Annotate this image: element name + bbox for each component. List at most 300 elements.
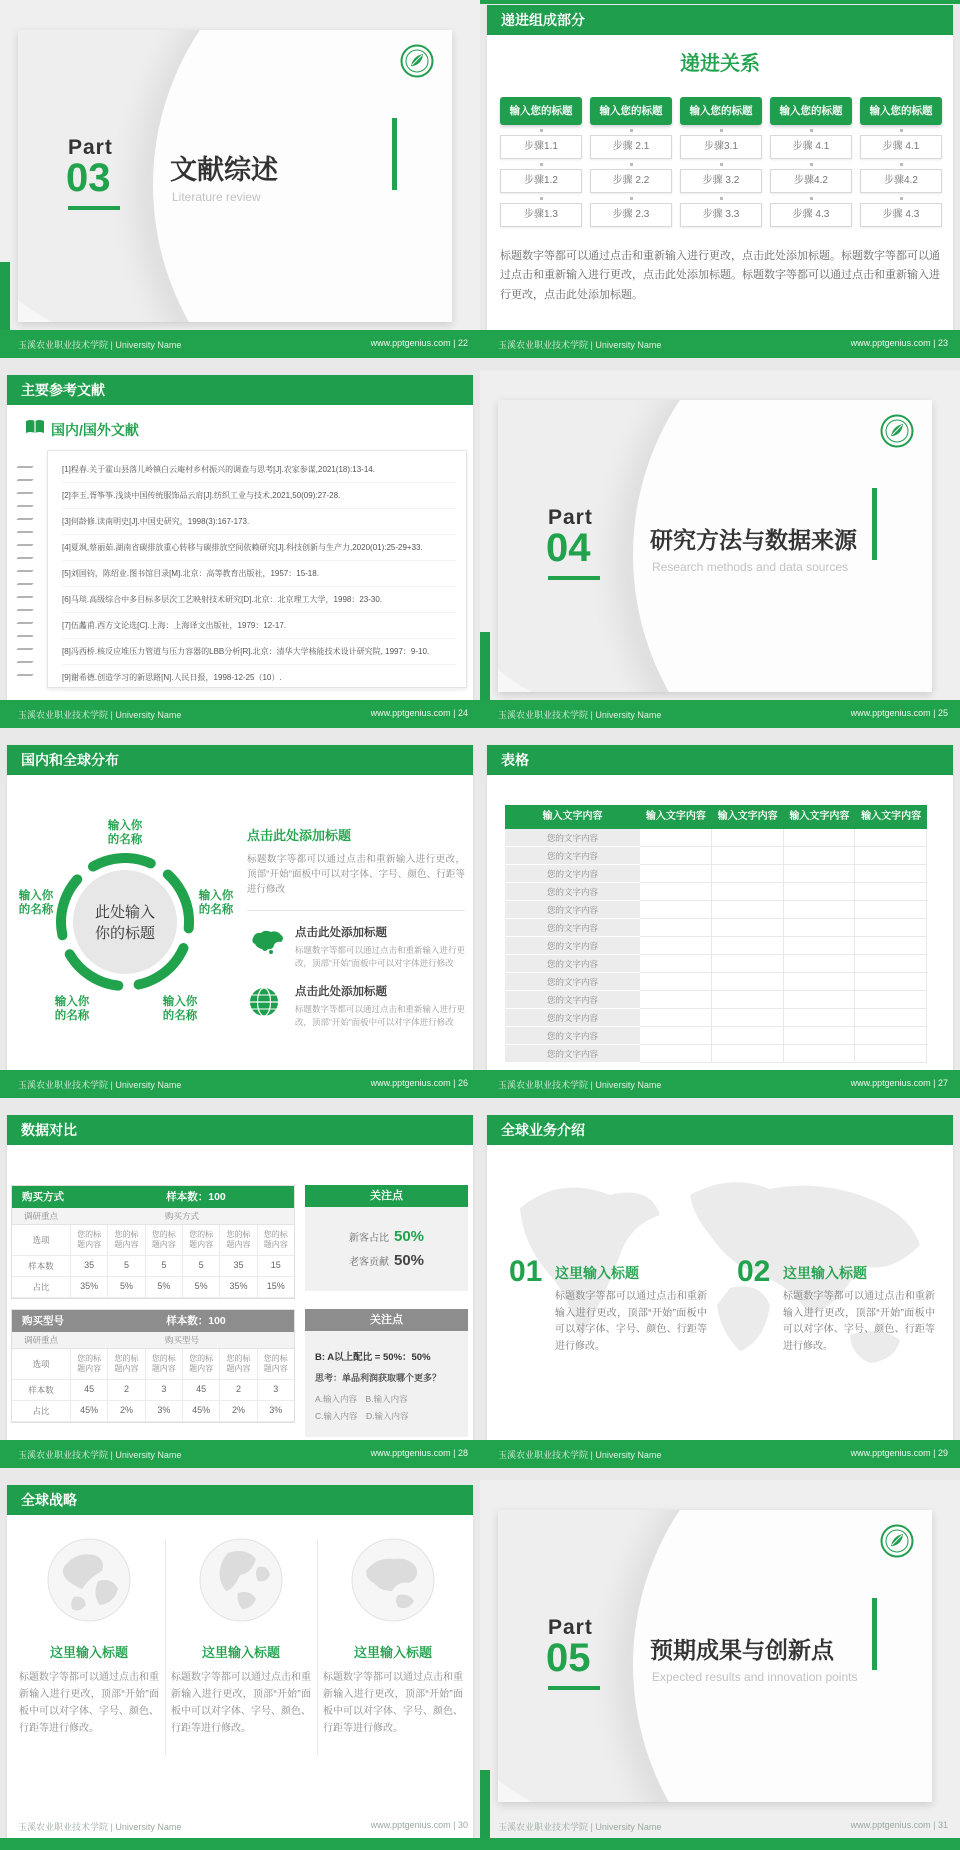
strategy-column (171, 1537, 311, 1737)
cover-subtitle: Literature review (172, 190, 261, 204)
strategy-column (19, 1537, 159, 1737)
title-accent-bar (392, 118, 397, 190)
empty-cell (640, 1009, 712, 1027)
focus-value: 购买方式 (164, 1211, 199, 1221)
step-box: 步骤 4.1 (860, 135, 942, 159)
empty-cell (784, 937, 856, 955)
empty-cell (640, 829, 712, 847)
table-row (505, 937, 927, 955)
slide-header: 数据对比 (7, 1115, 473, 1145)
empty-cell (855, 1045, 927, 1063)
panel-line: C.输入内容 D.输入内容 (315, 1411, 409, 1421)
option-cell: 您的标题内容 (257, 1349, 294, 1379)
table-row (505, 829, 927, 847)
empty-cell (855, 937, 927, 955)
ratios-row (12, 1277, 294, 1298)
slide-24-references[interactable] (0, 370, 480, 740)
option-cell: 您的标题内容 (182, 1349, 219, 1379)
table-row (505, 1045, 927, 1063)
sample-cell: 3 (257, 1380, 294, 1400)
empty-cell (640, 847, 712, 865)
empty-cell (855, 847, 927, 865)
feature-body: 标题数字等都可以通过点击和重新输入进行更改，顶部“开始”面板中可以对字体进行修改 (295, 944, 466, 968)
data-table (505, 805, 927, 1063)
footer-site-page: www.pptgenius.com | 24 (370, 708, 468, 718)
empty-cell (712, 847, 784, 865)
ratio-cell: 5% (182, 1277, 219, 1297)
table-row (505, 883, 927, 901)
empty-cell (784, 829, 856, 847)
empty-cell (712, 883, 784, 901)
empty-cell (855, 1027, 927, 1045)
column-divider (317, 1540, 318, 1755)
empty-cell (784, 991, 856, 1009)
row-label-cell: 您的文字内容 (505, 865, 640, 883)
column-body: 标题数字等都可以通过点击和重新输入进行更改，顶部“开始”面板中可以对字体、字号、颜色、行距等进行修改。 (323, 1672, 463, 1734)
metric-line: 老客贡献 50% (348, 1252, 425, 1269)
empty-cell (784, 973, 856, 991)
step-box: 步骤1.3 (500, 203, 582, 227)
slide-28-data-comparison[interactable] (0, 1110, 480, 1480)
empty-cell (784, 1045, 856, 1063)
table-row (505, 1009, 927, 1027)
footer-site-page: www.pptgenius.com | 22 (370, 338, 468, 348)
empty-cell (712, 865, 784, 883)
table-row (505, 901, 927, 919)
column-title: 这里输入标题 (353, 1645, 432, 1660)
bottom-edge-strip (0, 1838, 960, 1850)
footer-site-page: www.pptgenius.com | 26 (370, 1078, 468, 1088)
table-row (505, 955, 927, 973)
step-box: 步骤 4.3 (860, 203, 942, 227)
binder-clips (17, 455, 39, 676)
slide-31-cover-expected-results[interactable] (480, 1480, 960, 1850)
empty-cell (855, 919, 927, 937)
section-heading (25, 419, 139, 439)
column-header: 输入文字内容 (542, 811, 603, 822)
panel-body (305, 1207, 468, 1291)
focus-row (12, 1332, 294, 1349)
option-cell: 您的标题内容 (219, 1225, 256, 1255)
globe-icon (198, 1537, 284, 1623)
cover-title: 文献综述 (170, 155, 278, 185)
panel-title: 关注点 (305, 1185, 468, 1207)
slide-body (487, 775, 953, 1070)
sample-size: 样本数：100 (166, 1315, 226, 1327)
sample-cell: 35 (70, 1256, 107, 1276)
option-cell: 您的标题内容 (182, 1225, 219, 1255)
row-label-cell: 您的文字内容 (505, 919, 640, 937)
empty-cell (640, 865, 712, 883)
row-label-cell: 您的文字内容 (505, 1045, 640, 1063)
column-header: 输入文字内容 (645, 811, 706, 822)
empty-cell (640, 955, 712, 973)
reference-item: [1]程春.关于霍山县落儿岭镇白云庵村乡村振兴的调查与思考[J].农家参谋,2021(18):13-14. (62, 457, 456, 483)
footer-site-page: www.pptgenius.com | 31 (850, 1820, 948, 1830)
table-row (505, 973, 927, 991)
slide-body (7, 775, 473, 1070)
table-rows (505, 829, 927, 1063)
slide-body (7, 405, 473, 700)
empty-cell (855, 865, 927, 883)
footer-school: 玉溪农业职业技术学院 | University Name (498, 1080, 662, 1090)
option-cell: 您的标题内容 (145, 1349, 182, 1379)
step-column (500, 97, 582, 227)
row-label-cell: 您的文字内容 (505, 937, 640, 955)
step-column (860, 97, 942, 227)
footer-school: 玉溪农业职业技术学院 | University Name (18, 710, 182, 720)
title-accent-bar (872, 1598, 877, 1670)
empty-cell (784, 955, 856, 973)
right-column (247, 825, 465, 1029)
ratio-cell: 5% (107, 1277, 144, 1297)
empty-cell (784, 865, 856, 883)
china-map-icon (247, 926, 287, 956)
ratio-cell: 3% (145, 1401, 182, 1421)
option-cell: 您的标题内容 (107, 1225, 144, 1255)
empty-cell (712, 991, 784, 1009)
column-title-button: 输入您的标题 (680, 97, 762, 125)
table-title-row (12, 1310, 294, 1332)
university-logo-icon (880, 414, 914, 448)
ratio-cell: 35% (219, 1277, 256, 1297)
item-title: 这里输入标题 (555, 1265, 639, 1281)
footer-site-page: www.pptgenius.com | 28 (370, 1448, 468, 1458)
options-row (12, 1349, 294, 1380)
empty-cell (784, 1009, 856, 1027)
slide-25-cover-research-methods[interactable] (480, 370, 960, 740)
empty-cell (640, 1045, 712, 1063)
ratio-cell: 15% (257, 1277, 294, 1297)
column-title-button: 输入您的标题 (860, 97, 942, 125)
ratios-row (12, 1401, 294, 1422)
footer-school: 玉溪农业职业技术学院 | University Name (498, 340, 662, 350)
empty-cell (712, 919, 784, 937)
diagram-node-label: 输入你的名称 (107, 820, 143, 847)
footer-band (0, 330, 960, 358)
table-name: 购买型号 (22, 1315, 64, 1327)
reference-item: [6]马琰.高级综合中多目标多层次工艺映射技术研究[D].北京：北京理工大学，1998：23-30. (62, 587, 456, 613)
part-number: 05 (546, 1636, 591, 1680)
empty-cell (784, 1027, 856, 1045)
reference-item: [9]谢希德.创造学习的新思路[N].人民日报，1998-12-25（10）. (62, 665, 456, 691)
step-box: 步骤 2.3 (590, 203, 672, 227)
part-underline (548, 576, 600, 580)
part-label: Part (548, 506, 593, 529)
diagram-node-label: 输入你的名称 (162, 996, 198, 1023)
university-logo-icon (880, 1524, 914, 1558)
empty-cell (712, 901, 784, 919)
focus-panel-2 (305, 1309, 468, 1437)
slide-header: 主要参考文献 (7, 375, 473, 405)
cover-title: 预期成果与创新点 (650, 1637, 834, 1663)
cover-subtitle: Research methods and data sources (652, 560, 849, 574)
item-title: 这里输入标题 (783, 1265, 867, 1281)
part-underline (548, 1686, 600, 1690)
row-label: 样本数 (28, 1385, 54, 1395)
footer-site-page: www.pptgenius.com | 29 (850, 1448, 948, 1458)
footer-school: 玉溪农业职业技术学院 | University Name (18, 1822, 182, 1832)
empty-cell (640, 991, 712, 1009)
world-map-background (495, 1163, 941, 1413)
footer-school: 玉溪农业职业技术学院 | University Name (18, 1080, 182, 1090)
option-cell: 您的标题内容 (107, 1349, 144, 1379)
reference-item: [8]冯西桥.核反应堆压力管道与压力容器的LBB分析[R].北京：清华大学核能技术设计研究院, 1997：9-10. (62, 639, 456, 665)
cover-subtitle: Expected results and innovation points (652, 1670, 858, 1684)
table-row (505, 865, 927, 883)
step-box: 步骤 3.3 (680, 203, 762, 227)
feature-body: 标题数字等都可以通过点击和重新输入进行更改，顶部“开始”面板中可以对字体进行修改 (295, 1003, 466, 1028)
column-title-button: 输入您的标题 (770, 97, 852, 125)
left-accent-bar (0, 262, 10, 330)
slide-body (487, 1145, 953, 1440)
row-label-cell: 您的文字内容 (505, 973, 640, 991)
footer-site-page: www.pptgenius.com | 23 (850, 338, 948, 348)
ratio-cell: 3% (257, 1401, 294, 1421)
cover-title: 研究方法与数据来源 (650, 527, 857, 553)
empty-cell (855, 883, 927, 901)
cover-card (498, 400, 932, 692)
title-accent-bar (872, 488, 877, 560)
item-body: 标题数字等都可以通过点击和重新输入进行更改，顶部“开始”面板中可以对字体、字号、颜色、行距等进行修改。 (555, 1291, 707, 1352)
empty-cell (712, 973, 784, 991)
sample-cell: 2 (107, 1380, 144, 1400)
ratio-cell: 35% (70, 1277, 107, 1297)
part-label: Part (68, 136, 113, 159)
step-box: 步骤 4.3 (770, 203, 852, 227)
sample-cell: 5 (182, 1256, 219, 1276)
option-cell: 您的标题内容 (70, 1349, 107, 1379)
panel-line: 思考：单品利润获取哪个更多？ (315, 1373, 442, 1383)
slide-header: 递进组成部分 (487, 5, 953, 35)
empty-cell (712, 1045, 784, 1063)
slide-30-global-strategy[interactable] (0, 1480, 480, 1850)
empty-cell (784, 847, 856, 865)
row-label: 占比 (32, 1282, 50, 1292)
reference-item: [4]夏飒,蔡丽茹.湖南省碳排放重心转移与碳排放空间依赖研究[J].科技创新与生产力,2020(01):25-29+33. (62, 535, 456, 561)
cover-card (18, 30, 452, 322)
footer-band (0, 1070, 960, 1098)
slide-header: 全球业务介绍 (487, 1115, 953, 1145)
empty-cell (855, 829, 927, 847)
ratio-cell: 2% (219, 1401, 256, 1421)
empty-cell (640, 901, 712, 919)
reference-item: [3]何龄修.读南明史[J].中国史研究，1998(3):167-173. (62, 509, 456, 535)
diagram-center: 此处输入你的标题 (73, 870, 177, 974)
part-number: 04 (546, 526, 591, 570)
row-label: 样本数 (28, 1261, 54, 1271)
row-label-cell: 您的文字内容 (505, 955, 640, 973)
table-name: 购买方式 (22, 1191, 64, 1203)
samples-row (12, 1380, 294, 1401)
footer-school: 玉溪农业职业技术学院 | University Name (498, 1822, 662, 1832)
footer-school: 玉溪农业职业技术学院 | University Name (498, 1450, 662, 1460)
part-underline (68, 206, 120, 210)
empty-cell (855, 955, 927, 973)
slide-body (7, 1515, 473, 1838)
row-label-cell: 您的文字内容 (505, 847, 640, 865)
slide-header: 国内和全球分布 (7, 745, 473, 775)
empty-cell (640, 1027, 712, 1045)
row-label-cell: 您的文字内容 (505, 1009, 640, 1027)
panel-title: 关注点 (305, 1309, 468, 1331)
row-label-cell: 您的文字内容 (505, 1027, 640, 1045)
item-number: 02 (737, 1255, 771, 1288)
table-header-row (505, 805, 927, 829)
step-box: 步骤4.2 (770, 169, 852, 193)
cover-card (498, 1510, 932, 1802)
cover-background (0, 0, 480, 330)
step-box: 步骤 2.1 (590, 135, 672, 159)
slide-27-table[interactable] (480, 740, 960, 1110)
item-number: 01 (509, 1255, 543, 1288)
column-header: 输入文字内容 (861, 811, 922, 822)
section-title: 国内/国外文献 (51, 422, 139, 438)
slide-header: 表格 (487, 745, 953, 775)
row-label: 占比 (32, 1406, 50, 1416)
step-box: 步骤 4.1 (770, 135, 852, 159)
row-label-cell: 您的文字内容 (505, 991, 640, 1009)
empty-cell (855, 973, 927, 991)
footer-site-page: www.pptgenius.com | 27 (850, 1078, 948, 1088)
sample-cell: 3 (145, 1380, 182, 1400)
comparison-table-2 (11, 1309, 295, 1423)
sample-cell: 15 (257, 1256, 294, 1276)
slide-29-global-business[interactable] (480, 1110, 960, 1480)
placeholder-paragraph: 标题数字等都可以通过点击和重新输入进行更改，点击此处添加标题。标题数字等都可以通过点击和重新输入进行更改，点击此处添加标题。标题数字等都可以通过点击和重新输入进行更改，点击此处添加标题。 (500, 250, 940, 301)
footer-band (0, 1440, 960, 1468)
step-column (680, 97, 762, 227)
references-list (48, 451, 466, 691)
row-label-cell: 您的文字内容 (505, 829, 640, 847)
slide-26-domestic-global-distribution[interactable] (0, 740, 480, 1110)
references-panel (47, 450, 467, 688)
cover-background (480, 1480, 960, 1838)
ratio-cell: 45% (182, 1401, 219, 1421)
slide-header: 全球战略 (7, 1485, 473, 1515)
book-icon (25, 419, 45, 435)
empty-cell (640, 883, 712, 901)
step-box: 步骤1.1 (500, 135, 582, 159)
reference-item: [2]李玉,胥筝筝.浅谈中国传统服饰品云肩[J].纺织工业与技术,2021,50(09):27-28. (62, 483, 456, 509)
footer-band (0, 700, 960, 728)
samples-row (12, 1256, 294, 1277)
option-cell: 您的标题内容 (145, 1225, 182, 1255)
table-row (505, 1027, 927, 1045)
column-divider (165, 1540, 166, 1755)
empty-cell (855, 991, 927, 1009)
options-row (12, 1225, 294, 1256)
divider (247, 910, 465, 911)
sample-cell: 5 (107, 1256, 144, 1276)
sample-cell: 35 (219, 1256, 256, 1276)
reference-item: [7]伍蠡甫.西方文论选[C].上海：上海译文出版社，1979：12-17. (62, 613, 456, 639)
reference-item: [5]刘国钧，陈绍业.图书馆目录[M].北京：高等教育出版社，1957：15-18. (62, 561, 456, 587)
ratio-cell: 2% (107, 1401, 144, 1421)
row-label: 选项 (32, 1359, 50, 1369)
column-title: 这里输入标题 (49, 1645, 128, 1660)
column-header: 输入文字内容 (789, 811, 850, 822)
slide-body (487, 35, 953, 330)
column-header: 输入文字内容 (717, 811, 778, 822)
row-label: 选项 (32, 1235, 50, 1245)
row-label-cell: 您的文字内容 (505, 883, 640, 901)
slide-23-progressive-parts[interactable] (480, 0, 960, 370)
globe-icon (46, 1537, 132, 1623)
footer-school: 玉溪农业职业技术学院 | University Name (18, 1450, 182, 1460)
option-cell: 您的标题内容 (219, 1349, 256, 1379)
sample-cell: 2 (219, 1380, 256, 1400)
empty-cell (855, 901, 927, 919)
diagram-title: 递进关系 (680, 53, 760, 75)
step-box: 步骤 3.2 (680, 169, 762, 193)
table-row (505, 847, 927, 865)
slide-body (7, 1145, 473, 1440)
ratio-cell: 5% (145, 1277, 182, 1297)
option-cell: 您的标题内容 (257, 1225, 294, 1255)
block-body: 标题数字等都可以通过点击和重新输入进行更改，顶部“开始”面板中可以对字体、字号、颜色、行距等进行修改 (247, 854, 465, 896)
step-box: 步骤 2.2 (590, 169, 672, 193)
ratio-cell: 45% (70, 1401, 107, 1421)
column-body: 标题数字等都可以通过点击和重新输入进行更改，顶部“开始”面板中可以对字体、字号、颜色、行距等进行修改。 (171, 1672, 311, 1734)
strategy-column (323, 1537, 463, 1737)
focus-row (12, 1208, 294, 1225)
empty-cell (712, 829, 784, 847)
comparison-table-1 (11, 1185, 295, 1299)
table-row (505, 919, 927, 937)
step-box: 步骤1.2 (500, 169, 582, 193)
row-label-cell: 您的文字内容 (505, 901, 640, 919)
step-column (590, 97, 672, 227)
empty-cell (640, 973, 712, 991)
left-accent-bar (480, 1770, 490, 1838)
diagram-node-label: 输入你的名称 (198, 890, 234, 917)
empty-cell (855, 1009, 927, 1027)
feature-title: 点击此处添加标题 (295, 926, 387, 939)
university-logo-icon (400, 44, 434, 78)
globe-icon (247, 985, 281, 1019)
diagram-node-label: 输入你的名称 (54, 996, 90, 1023)
focus-label: 调研重点 (23, 1335, 58, 1345)
column-body: 标题数字等都可以通过点击和重新输入进行更改，顶部“开始”面板中可以对字体、字号、颜色、行距等进行修改。 (19, 1672, 159, 1734)
empty-cell (784, 919, 856, 937)
empty-cell (640, 937, 712, 955)
feature-title: 点击此处添加标题 (295, 985, 387, 998)
part-number: 03 (66, 156, 111, 200)
cover-background (480, 370, 960, 700)
footer-site-page: www.pptgenius.com | 30 (370, 1820, 468, 1830)
sample-cell: 5 (145, 1256, 182, 1276)
sample-size: 样本数：100 (166, 1191, 226, 1203)
focus-label: 调研重点 (23, 1211, 58, 1221)
slide-22-cover-literature-review[interactable] (0, 0, 480, 370)
empty-cell (784, 901, 856, 919)
column-title-button: 输入您的标题 (500, 97, 582, 125)
empty-cell (712, 937, 784, 955)
table-row (505, 991, 927, 1009)
panel-line: A.输入内容 B.输入内容 (315, 1394, 408, 1404)
part-label: Part (548, 1616, 593, 1639)
column-title: 这里输入标题 (201, 1645, 280, 1660)
metric-line: 新客占比 50% (348, 1228, 425, 1245)
globe-icon (350, 1537, 436, 1623)
sample-cell: 45 (182, 1380, 219, 1400)
column-title-button: 输入您的标题 (590, 97, 672, 125)
feature-item (247, 924, 465, 970)
empty-cell (712, 1027, 784, 1045)
step-column (770, 97, 852, 227)
empty-cell (712, 955, 784, 973)
